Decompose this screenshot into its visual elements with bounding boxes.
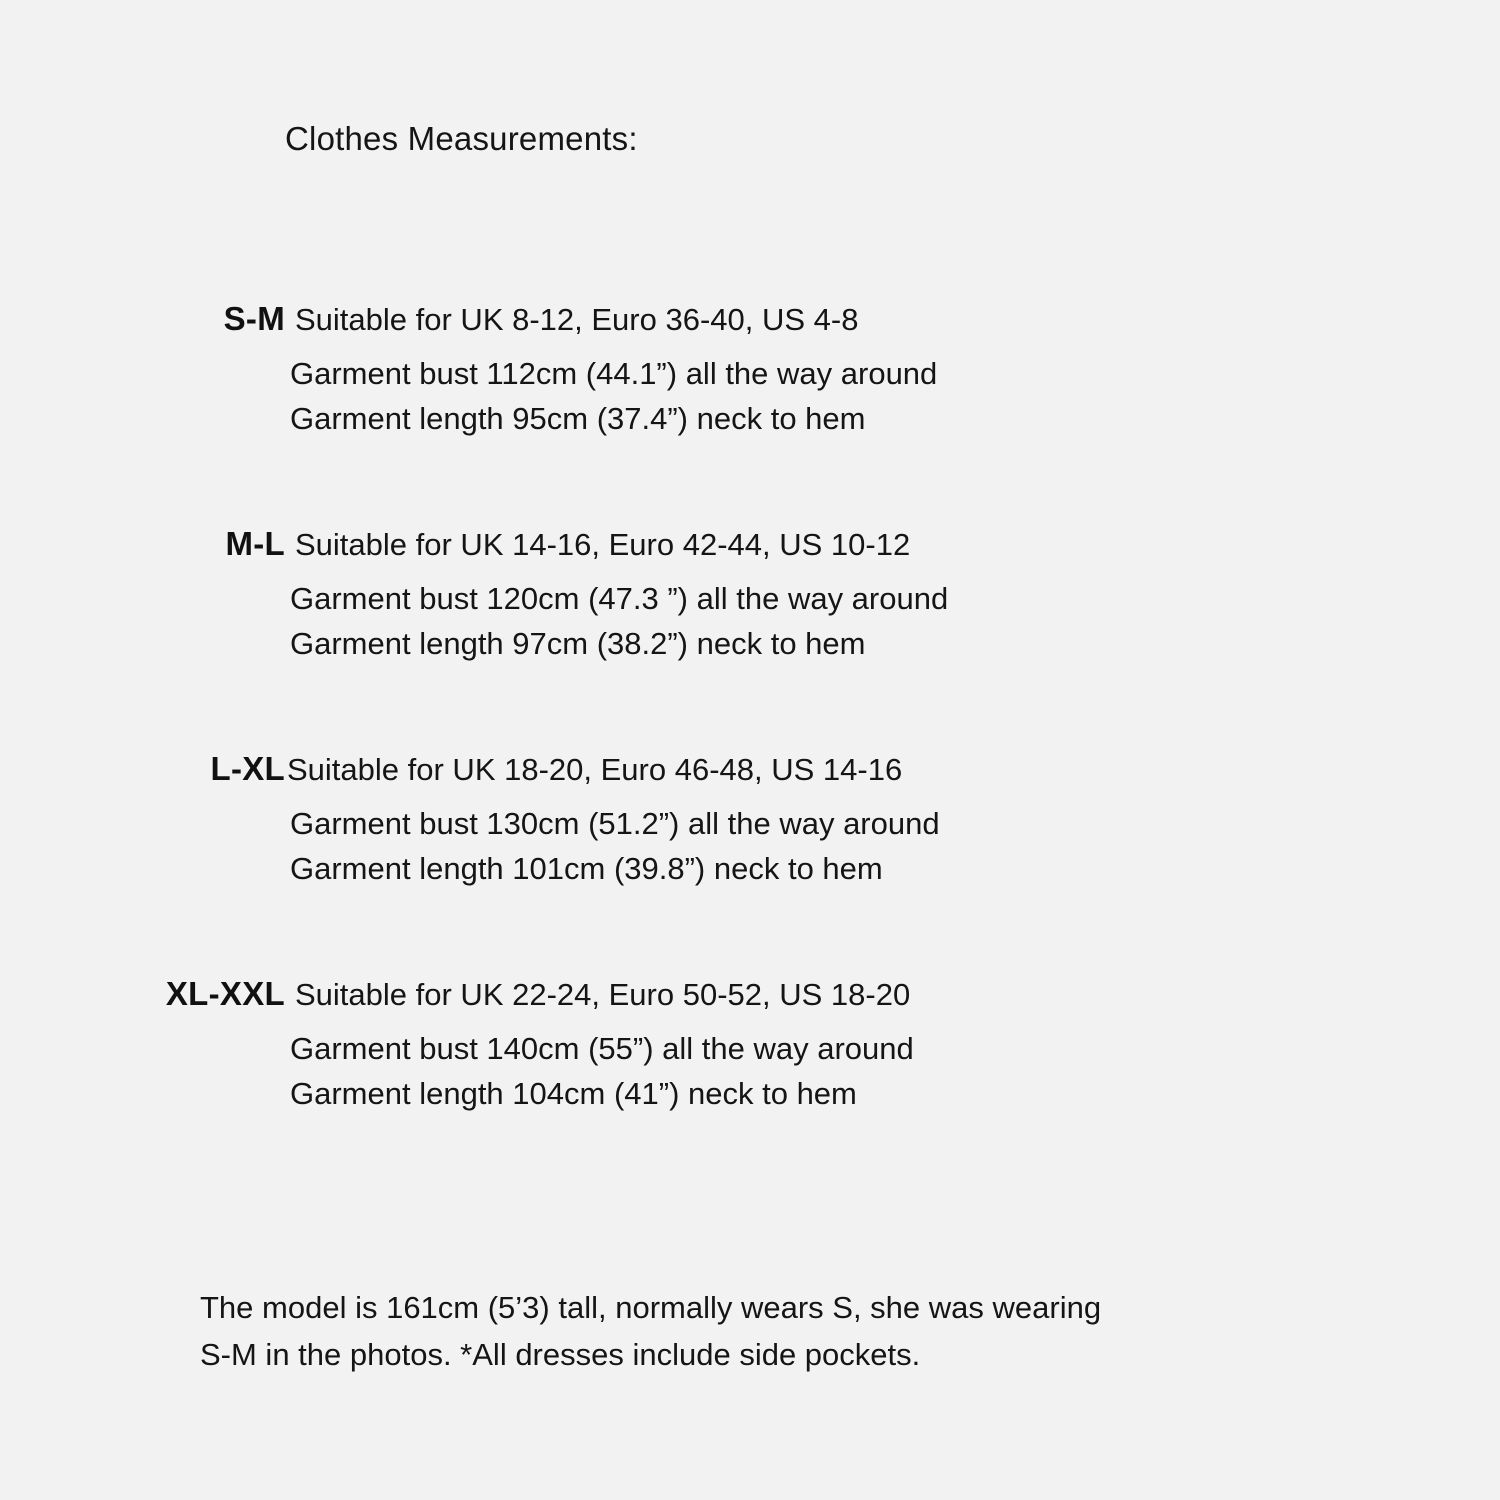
size-label: XL-XXL (165, 975, 285, 1012)
size-suitable-text: Suitable for UK 14-16, Euro 42-44, US 10-12 (295, 527, 911, 562)
size-label: M-L (225, 525, 285, 562)
size-bust-text: Garment bust 120cm (47.3 ”) all the way around (290, 581, 949, 616)
footnote-line-2: S-M in the photos. *All dresses include side pockets. (200, 1336, 921, 1372)
size-length-text: Garment length 95cm (37.4”) neck to hem (290, 400, 866, 436)
size-length-text: Garment length 97cm (38.2”) neck to hem (290, 625, 866, 661)
size-bust-text: Garment bust 112cm (44.1”) all the way around (290, 356, 938, 391)
size-label: S-M (223, 300, 285, 337)
size-block-xl-xxl (0, 975, 1400, 1117)
size-block-m-l (0, 525, 1400, 667)
size-length-text: Garment length 101cm (39.8”) neck to hem (290, 850, 883, 886)
size-block-s-m (0, 300, 1400, 442)
footnote-line-1: The model is 161cm (5’3) tall, normally wears S, she was wearing (200, 1290, 1102, 1325)
size-label: L-XL (210, 750, 285, 787)
model-footnote (200, 1285, 1101, 1378)
page-title: Clothes Measurements: (285, 120, 638, 157)
size-suitable-text: Suitable for UK 22-24, Euro 50-52, US 18-20 (295, 977, 911, 1012)
size-row-header (0, 525, 1400, 563)
size-bust-text: Garment bust 130cm (51.2”) all the way around (290, 806, 940, 841)
size-suitable-text: Suitable for UK 18-20, Euro 46-48, US 14-16 (287, 752, 903, 787)
size-row-header (0, 750, 1400, 788)
size-block-l-xl (0, 750, 1400, 892)
size-length-text: Garment length 104cm (41”) neck to hem (290, 1075, 857, 1111)
size-row-header (0, 300, 1400, 338)
size-bust-text: Garment bust 140cm (55”) all the way around (290, 1031, 914, 1066)
size-suitable-text: Suitable for UK 8-12, Euro 36-40, US 4-8 (295, 302, 859, 337)
size-row-header (0, 975, 1400, 1013)
